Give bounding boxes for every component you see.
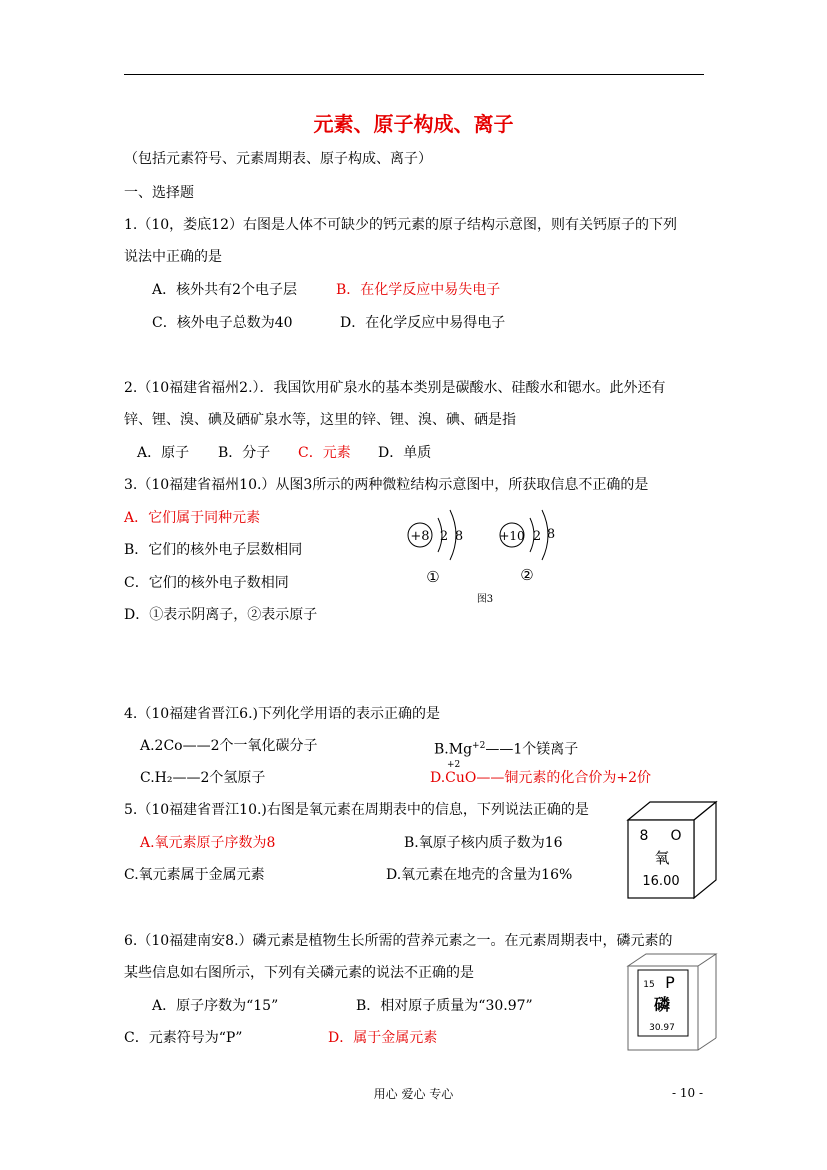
q2-option-c-answer: C．元素 bbox=[298, 445, 351, 461]
oxygen-symbol: O bbox=[670, 828, 682, 844]
q3-stem: 3.（10福建省福州10.）从图3所示的两种微粒结构示意图中，所获取信息不正确的是 bbox=[124, 477, 649, 493]
q6-stem-line2: 某些信息如右图所示，下列有关磷元素的说法不正确的是 bbox=[124, 965, 474, 981]
header-rule bbox=[124, 74, 704, 75]
q2-option-a: A．原子 bbox=[137, 445, 190, 461]
q5-option-d: D.氧元素在地壳的含量为16% bbox=[386, 867, 573, 883]
footer-motto: 用心 爱心 专心 bbox=[373, 1087, 454, 1101]
q4-option-d-valence: +2 bbox=[447, 760, 461, 770]
q6-option-c: C．元素符号为“P” bbox=[124, 1030, 243, 1046]
q2-option-b: B．分子 bbox=[218, 445, 271, 461]
q5-option-b: B.氧原子核内质子数为16 bbox=[404, 835, 563, 851]
oxygen-mass: 16.00 bbox=[642, 874, 680, 889]
q3-option-d: D．①表示阴离子，②表示原子 bbox=[124, 607, 318, 623]
phosphorus-mass: 30.97 bbox=[649, 1023, 675, 1033]
q5-option-a-answer: A.氧元素原子序数为8 bbox=[140, 835, 276, 851]
q6-option-b: B．相对原子质量为“30.97” bbox=[356, 998, 533, 1014]
page-title: 元素、原子构成、离子 bbox=[313, 112, 514, 136]
phosphorus-element-cell bbox=[622, 950, 722, 1052]
q1-stem-line2: 说法中正确的是 bbox=[124, 249, 222, 265]
shell-2a-count: 2 bbox=[532, 529, 542, 544]
q4-option-a: A.2Co——2个一氧化碳分子 bbox=[140, 738, 318, 754]
q1-option-a: A．核外共有2个电子层 bbox=[152, 282, 298, 298]
page-number: - 10 - bbox=[671, 1086, 703, 1100]
particle-structure-figure bbox=[400, 500, 580, 610]
oxygen-element-cell bbox=[620, 798, 720, 902]
q2-stem-line2: 锌、锂、溴、碘及硒矿泉水等，这里的锌、锂、溴、碘、硒是指 bbox=[124, 412, 516, 428]
q4-stem: 4.（10福建省晋江6.)下列化学用语的表示正确的是 bbox=[124, 706, 440, 722]
q1-stem-line1: 1.（10，娄底12）右图是人体不可缺少的钙元素的原子结构示意图，则有关钙原子的下列 bbox=[124, 217, 677, 233]
q6-option-d-answer: D．属于金属元素 bbox=[328, 1030, 438, 1046]
q5-stem: 5.（10福建省晋江10.)右图是氧元素在周期表中的信息，下列说法正确的是 bbox=[124, 802, 589, 818]
q4-option-c: C.H₂——2个氢原子 bbox=[140, 770, 266, 786]
phosphorus-symbol: P bbox=[665, 973, 675, 992]
particle-2-label: ② bbox=[520, 566, 534, 584]
q1-option-c: C．核外电子总数为40 bbox=[152, 315, 293, 331]
nucleus-1-label: +8 bbox=[410, 529, 430, 544]
shell-2b-count: 8 bbox=[546, 527, 556, 542]
q4-option-b: $B.Mg^{+2}——1$个镁离子 bbox=[434, 741, 579, 758]
q2-option-d: D．单质 bbox=[378, 445, 432, 461]
figure-caption: 图3 bbox=[476, 594, 494, 605]
shell-1a-count: 2 bbox=[439, 529, 449, 544]
shell-1b-count: 8 bbox=[454, 529, 464, 544]
phosphorus-name: 磷 bbox=[653, 995, 671, 1014]
particle-1-label: ① bbox=[426, 568, 440, 586]
phosphorus-atomic-number: 15 bbox=[643, 980, 655, 990]
q5-option-c: C.氧元素属于金属元素 bbox=[124, 867, 265, 883]
oxygen-name: 氧 bbox=[654, 849, 670, 867]
q6-option-a: A．原子序数为“15” bbox=[152, 998, 279, 1014]
q4-option-d-answer: D.CuO——铜元素的化合价为+2价 bbox=[430, 770, 652, 786]
q2-stem-line1: 2.（10福建省福州2.）．我国饮用矿泉水的基本类别是碳酸水、硅酸水和锶水。此外还有 bbox=[124, 380, 666, 396]
q1-option-b-answer: B．在化学反应中易失电子 bbox=[336, 282, 501, 298]
q3-option-c: C．它们的核外电子数相同 bbox=[124, 575, 289, 591]
section-heading: 一、选择题 bbox=[124, 185, 194, 201]
nucleus-2-label: +10 bbox=[499, 529, 525, 543]
q1-option-d: D．在化学反应中易得电子 bbox=[340, 315, 506, 331]
q3-option-a-answer: A．它们属于同种元素 bbox=[124, 510, 261, 526]
q6-stem-line1: 6.（10福建南安8.）磷元素是植物生长所需的营养元素之一。在元素周期表中，磷元素的 bbox=[124, 933, 673, 949]
oxygen-atomic-number: 8 bbox=[639, 828, 649, 844]
subtitle: （包括元素符号、元素周期表、原子构成、离子） bbox=[124, 151, 432, 167]
q3-option-b: B．它们的核外电子层数相同 bbox=[124, 542, 303, 558]
